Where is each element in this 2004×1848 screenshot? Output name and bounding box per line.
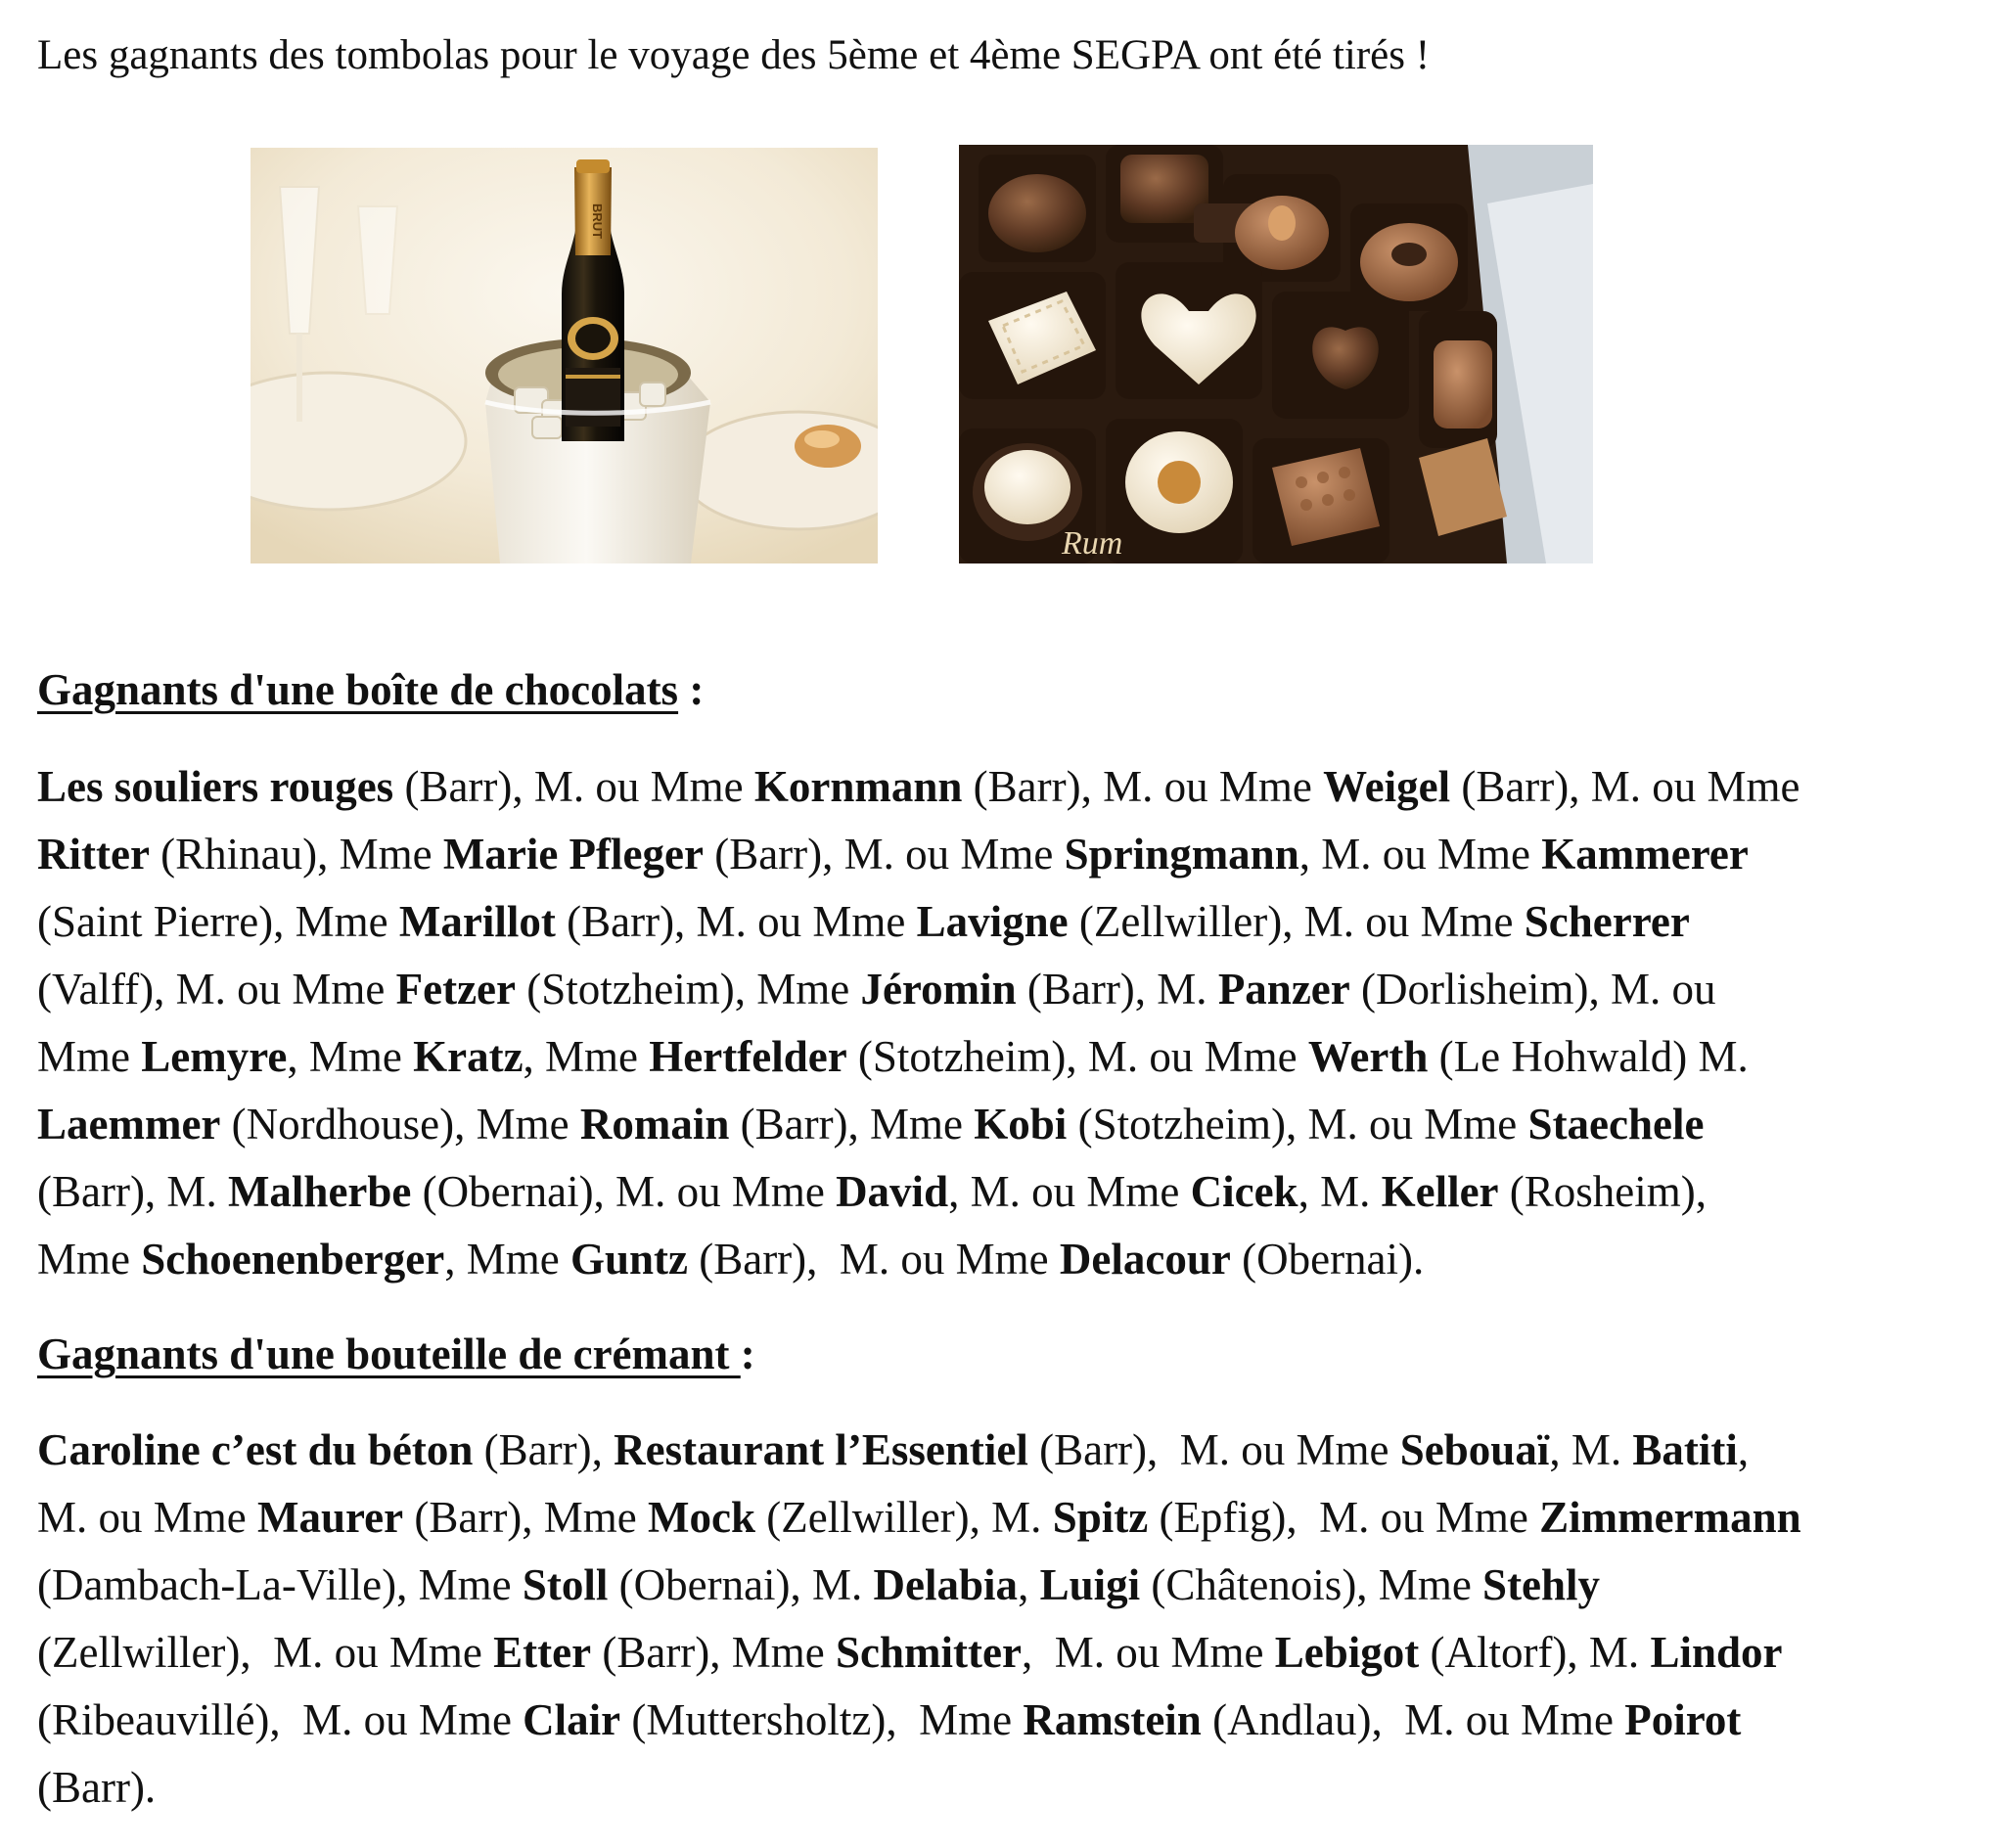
chocolates-photo	[959, 145, 1593, 563]
winner-text: (Barr), Mme	[591, 1628, 837, 1677]
winner-text: ,	[1018, 1560, 1040, 1609]
winner-text: , Mme	[287, 1032, 414, 1081]
winner-name: Keller	[1381, 1167, 1499, 1216]
winners-line	[37, 1619, 1994, 1687]
winner-name: Mock	[648, 1493, 756, 1542]
winner-text: (Valff), M. ou Mme	[37, 965, 396, 1014]
winner-text: (Zellwiller), M.	[755, 1493, 1053, 1542]
winner-name: David	[836, 1167, 949, 1216]
winner-text: (Obernai).	[1230, 1235, 1425, 1284]
winner-name: Marillot	[398, 897, 556, 946]
winner-name: Maurer	[257, 1493, 404, 1542]
winner-name: Laemmer	[37, 1100, 221, 1149]
winner-name: Scherrer	[1524, 897, 1690, 946]
winner-name: Werth	[1307, 1032, 1429, 1081]
winner-name: Romain	[579, 1100, 730, 1149]
winner-name: Kobi	[974, 1100, 1068, 1149]
winner-text: ,	[1737, 1425, 1750, 1474]
winners-line	[37, 1226, 1994, 1293]
winner-name: Etter	[493, 1628, 592, 1677]
winner-text: (Altorf), M.	[1419, 1628, 1651, 1677]
cremant-heading: Gagnants d'une bouteille de crémant :	[37, 1330, 755, 1378]
winner-text: (Ribeauvillé), M. ou Mme	[37, 1695, 524, 1744]
winners-line	[37, 1023, 1994, 1091]
winner-text: (Barr), M. ou Mme	[1027, 1425, 1400, 1474]
winner-text: (Obernai), M.	[608, 1560, 874, 1609]
winner-text: , M. ou Mme	[948, 1167, 1191, 1216]
winner-name: Ritter	[37, 830, 150, 879]
winner-name: Schmitter	[836, 1628, 1022, 1677]
bottle-label: BRUT	[590, 203, 605, 240]
winner-name: Caroline c’est du béton	[37, 1425, 474, 1474]
winner-text: (Stotzheim), M. ou Mme	[846, 1032, 1308, 1081]
winner-text: (Barr), M. ou Mme	[962, 762, 1324, 811]
winners-line	[37, 1158, 1994, 1226]
winner-name: Stehly	[1482, 1560, 1601, 1609]
winners-line	[37, 956, 1994, 1023]
winner-name: Lindor	[1650, 1628, 1783, 1677]
winner-name: Fetzer	[395, 965, 516, 1014]
winner-text: (Barr), M. ou Mme	[1450, 762, 1800, 811]
winner-text: (Barr),	[473, 1425, 615, 1474]
winner-text: (Le Hohwald) M.	[1428, 1032, 1749, 1081]
winner-name: Sebouaï	[1399, 1425, 1550, 1474]
winner-text: (Stotzheim), Mme	[516, 965, 861, 1014]
winner-name: Cicek	[1190, 1167, 1298, 1216]
winners-line	[37, 1091, 1994, 1158]
winner-name: Jéromin	[860, 965, 1017, 1014]
winner-text: (Barr), Mme	[729, 1100, 975, 1149]
winners-line	[37, 1417, 1994, 1484]
winner-text: (Muttersholtz), Mme	[620, 1695, 1024, 1744]
winner-text: , M. ou Mme	[1021, 1628, 1275, 1677]
winner-text: (Barr), Mme	[403, 1493, 649, 1542]
winner-text: Mme	[37, 1235, 142, 1284]
winner-text: (Saint Pierre), Mme	[37, 897, 399, 946]
winner-text: (Barr), M.	[1016, 965, 1218, 1014]
winner-text: (Zellwiller), M. ou Mme	[37, 1628, 494, 1677]
intro-text: Les gagnants des tombolas pour le voyage des 5ème et 4ème SEGPA ont été tirés !	[37, 32, 1431, 78]
champagne-photo	[250, 148, 878, 563]
cremant-winners-list	[37, 1417, 1994, 1822]
winner-name: Kratz	[413, 1032, 524, 1081]
winner-text: , M.	[1549, 1425, 1633, 1474]
winner-name: Restaurant l’Essentiel	[614, 1425, 1028, 1474]
winner-text: (Barr), M. ou Mme	[555, 897, 917, 946]
winner-name: Staechele	[1527, 1100, 1705, 1149]
winner-text: (Barr), M. ou Mme	[687, 1235, 1060, 1284]
winner-text: (Barr), M. ou Mme	[393, 762, 754, 811]
winner-text: (Barr), M.	[37, 1167, 228, 1216]
winner-text: (Barr).	[37, 1763, 157, 1812]
winner-text: (Dorlisheim), M. ou	[1349, 965, 1716, 1014]
winner-name: Delabia	[873, 1560, 1019, 1609]
winner-text: , M.	[1298, 1167, 1382, 1216]
winner-text: (Zellwiller), M. ou Mme	[1068, 897, 1525, 946]
winner-text: (Epfig), M. ou Mme	[1148, 1493, 1540, 1542]
winner-name: Springmann	[1064, 830, 1299, 879]
chocolates-heading: Gagnants d'une boîte de chocolats :	[37, 665, 705, 714]
winner-text: (Stotzheim), M. ou Mme	[1067, 1100, 1528, 1149]
winners-line	[37, 1484, 1994, 1552]
winner-text: , Mme	[523, 1032, 650, 1081]
winner-name: Clair	[523, 1695, 621, 1744]
winner-name: Stoll	[522, 1560, 609, 1609]
winner-text: (Nordhouse), Mme	[220, 1100, 580, 1149]
winner-text: (Andlau), M. ou Mme	[1201, 1695, 1625, 1744]
winner-name: Zimmermann	[1539, 1493, 1801, 1542]
winner-name: Lavigne	[916, 897, 1069, 946]
winner-text: (Dambach-La-Ville), Mme	[37, 1560, 523, 1609]
winner-name: Guntz	[569, 1235, 688, 1284]
chocolates-winners-list	[37, 753, 1994, 1293]
winner-name: Lebigot	[1274, 1628, 1420, 1677]
winner-name: Schoenenberger	[141, 1235, 445, 1284]
winner-text: M. ou Mme	[37, 1493, 257, 1542]
winner-name: Hertfelder	[649, 1032, 847, 1081]
winners-line	[37, 821, 1994, 888]
winner-name: Malherbe	[227, 1167, 412, 1216]
winner-name: Lemyre	[141, 1032, 288, 1081]
winner-name: Les souliers rouges	[37, 762, 394, 811]
winners-line	[37, 1552, 1994, 1619]
winner-text: (Rosheim),	[1498, 1167, 1708, 1216]
winners-line	[37, 753, 1994, 821]
winner-name: Luigi	[1039, 1560, 1141, 1609]
winner-name: Spitz	[1052, 1493, 1149, 1542]
winner-name: Panzer	[1217, 965, 1350, 1014]
winners-line	[37, 1754, 1994, 1822]
winner-name: Kammerer	[1541, 830, 1749, 879]
chocolate-label: Rum	[1062, 525, 1123, 562]
winner-name: Weigel	[1323, 762, 1451, 811]
winner-name: Poirot	[1624, 1695, 1742, 1744]
winners-line	[37, 1687, 1994, 1754]
winner-name: Marie Pfleger	[442, 830, 704, 879]
winner-name: Batiti	[1632, 1425, 1738, 1474]
winner-name: Ramstein	[1023, 1695, 1202, 1744]
winner-text: (Barr), M. ou Mme	[703, 830, 1065, 879]
winner-text: , Mme	[444, 1235, 570, 1284]
winners-line	[37, 888, 1994, 956]
winner-name: Kornmann	[753, 762, 963, 811]
winner-text: (Rhinau), Mme	[149, 830, 443, 879]
winner-text: (Obernai), M. ou Mme	[411, 1167, 837, 1216]
winner-name: Delacour	[1059, 1235, 1231, 1284]
winner-text: (Châtenois), Mme	[1140, 1560, 1483, 1609]
winner-text: Mme	[37, 1032, 142, 1081]
winner-text: , M. ou Mme	[1298, 830, 1542, 879]
